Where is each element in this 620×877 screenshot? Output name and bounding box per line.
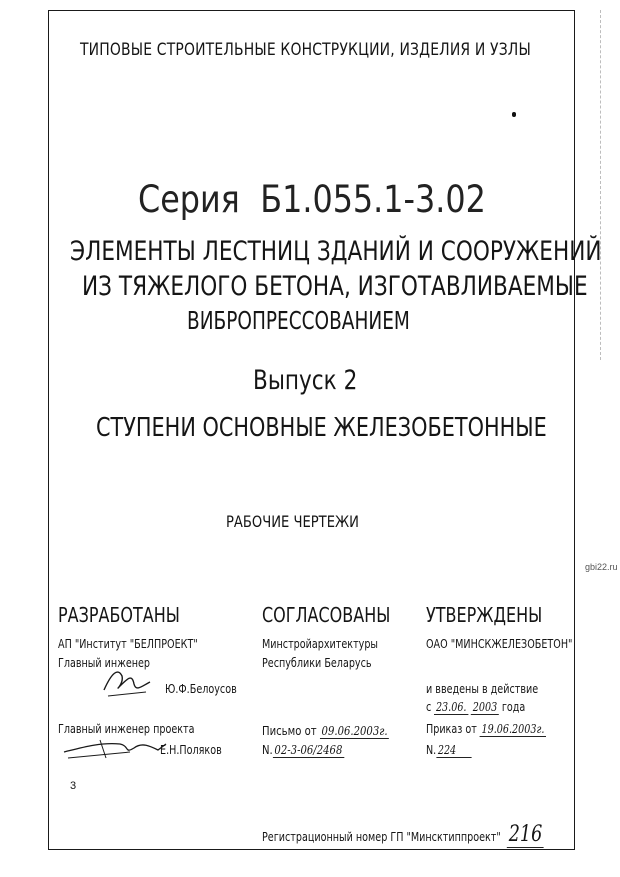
series-number: Б1.055.1-3.02 <box>260 178 486 221</box>
project-engineer-label: Главный инженер проекта <box>58 722 195 736</box>
issue-label: Выпуск 2 <box>253 365 358 396</box>
chief-engineer-signature <box>98 662 158 702</box>
registration <box>262 822 544 848</box>
document-header: ТИПОВЫЕ СТРОИТЕЛЬНЫЕ КОНСТРУКЦИИ, ИЗДЕЛИЯ И УЗЛЫ <box>80 40 531 60</box>
watermark-text: gbi22.ru <box>585 562 618 572</box>
from-date: 23.06. <box>435 700 467 714</box>
chief-engineer-label: Главный инженер <box>58 656 151 670</box>
order-date: 19.06.2003г. <box>481 722 545 736</box>
page-mark: 3 <box>70 780 77 792</box>
registration-label: Регистрационный номер ГП "Минсктиппроект" <box>262 830 501 844</box>
from-prefix: с <box>426 700 432 714</box>
issue-title: СТУПЕНИ ОСНОВНЫЕ ЖЕЛЕЗОБЕТОННЫЕ <box>96 413 547 443</box>
order-prefix: Приказ от <box>426 722 477 736</box>
project-engineer-signature <box>60 730 170 764</box>
agreed-heading: СОГЛАСОВАНЫ <box>262 603 391 627</box>
order-number-prefix: N. <box>426 743 437 757</box>
letter-date: 09.06.2003г. <box>321 724 388 738</box>
subject-line-3: ВИБРОПРЕССОВАНИЕМ <box>187 306 410 335</box>
ink-speck <box>512 112 516 117</box>
developed-org: АП "Институт "БЕЛПРОЕКТ" <box>58 637 198 651</box>
series-title <box>138 178 486 221</box>
subject-line-1: ЭЛЕМЕНТЫ ЛЕСТНИЦ ЗДАНИЙ И СООРУЖЕНИЙ <box>70 236 602 267</box>
subject-line-2: ИЗ ТЯЖЕЛОГО БЕТОНА, ИЗГОТАВЛИВАЕМЫЕ <box>82 271 588 302</box>
order-number: 224 <box>436 743 471 758</box>
approved-order <box>426 722 546 737</box>
letter-prefix: Письмо от <box>262 724 317 738</box>
agreed-org-line-1: Минстройархитектуры <box>262 637 379 651</box>
letter-number: 02-3-06/2468 <box>274 743 343 757</box>
drawings-label: РАБОЧИЕ ЧЕРТЕЖИ <box>226 512 359 531</box>
approved-enacted: и введены в действие <box>426 682 539 696</box>
margin-line <box>600 10 602 360</box>
series-label: Серия <box>138 178 240 221</box>
developed-heading: РАЗРАБОТАНЫ <box>58 603 180 627</box>
from-year: 2003 <box>472 700 498 714</box>
project-engineer-name: Е.Н.Поляков <box>160 743 222 757</box>
approved-org: ОАО "МИНСКЖЕЛЕЗОБЕТОН" <box>426 637 573 651</box>
from-suffix: года <box>501 700 526 714</box>
agreed-org-line-2: Республики Беларусь <box>262 656 372 670</box>
letter-number-prefix: N. <box>262 743 273 757</box>
approved-order-number <box>426 743 471 758</box>
agreed-letter-number <box>262 743 344 758</box>
approved-heading: УТВЕРЖДЕНЫ <box>426 603 543 627</box>
agreed-letter <box>262 724 389 739</box>
registration-number: 216 <box>508 822 543 847</box>
chief-engineer-name: Ю.Ф.Белоусов <box>165 682 237 696</box>
approved-from <box>426 700 525 715</box>
